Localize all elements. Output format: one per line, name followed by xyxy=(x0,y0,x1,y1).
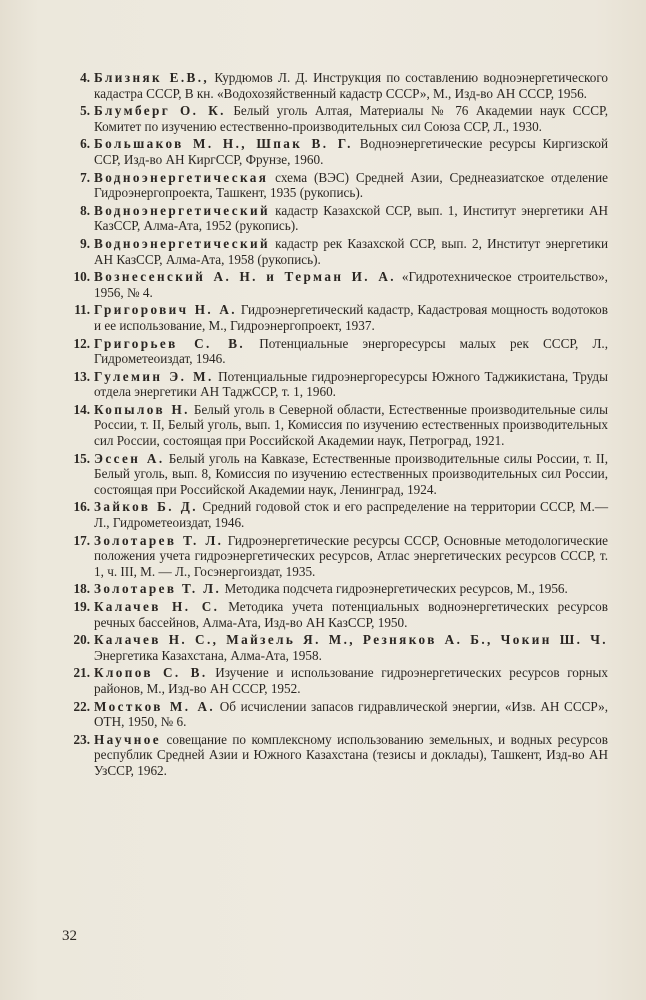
reference-number: 10. xyxy=(73,269,90,285)
reference-number: 6. xyxy=(80,136,90,152)
reference-number: 4. xyxy=(80,70,90,85)
reference-item xyxy=(73,599,608,630)
reference-author: Григорович Н. А. xyxy=(94,302,237,318)
reference-number: 7. xyxy=(80,169,90,185)
reference-author: Зайков Б. Д. xyxy=(94,499,198,515)
reference-item xyxy=(73,698,608,730)
reference-item xyxy=(73,731,608,779)
reference-author: Водноэнергетический xyxy=(94,202,270,218)
reference-number: 15. xyxy=(73,450,90,466)
reference-author: Блумберг О. К. xyxy=(94,103,226,119)
reference-item xyxy=(78,136,608,167)
reference-text: Энергетика Казахстана, Алма-Ата, 1958. xyxy=(94,647,322,663)
reference-text: Белый уголь в Северной области, Естественные производительные силы России, т. II, Белый уголь, вып. 1, Комиссия по изучению естественных производительных сил России, состоящая при Российской Академии наук, Петроград, 1921. xyxy=(94,401,608,449)
reference-text: Методика учета потенциальных водноэнергетических ресурсов речных бассейнов, Алма-Ата, Изд-во АН КазССР, 1950. xyxy=(94,599,608,630)
reference-author: Калачев Н. С., Майзель Я. М., Резняков А. Б., Чокин Ш. Ч. xyxy=(94,632,608,648)
reference-text: Изучение и использование гидроэнергетических ресурсов горных районов, М., Изд-во АН СССР, 1952. xyxy=(94,665,608,696)
reference-number: 12. xyxy=(73,335,90,351)
reference-text: кадастр рек Казахской ССР, вып. 2, Институт энергетики АН КазССР, Алма-Ата, 1958 (рукопись). xyxy=(94,235,608,267)
reference-item xyxy=(78,103,608,134)
reference-author: Близняк Е.В., xyxy=(94,70,210,85)
reference-text: «Гидротехническое строительство», 1956, № 4. xyxy=(94,269,608,300)
reference-item xyxy=(78,70,608,101)
reference-item xyxy=(73,665,608,696)
reference-item xyxy=(73,368,608,400)
reference-text: Курдюмов Л. Д. Инструкция по составлению водноэнергетического кадастра СССР, В кн. «Водохозяйственный кадастр СССР», М., Изд-во АН СССР, 1956. xyxy=(94,70,608,101)
reference-author: Мостков М. А. xyxy=(94,698,216,714)
reference-number: 20. xyxy=(73,632,90,648)
reference-author: Золотарев Т. Л. xyxy=(94,581,222,597)
reference-item xyxy=(73,532,608,580)
reference-item xyxy=(73,450,608,498)
reference-number: 5. xyxy=(80,103,90,119)
reference-text: Средний годовой сток и его распределение на территории СССР, М.—Л., Гидрометеоиздат, 1946. xyxy=(94,499,609,531)
reference-author: Эссен А. xyxy=(94,450,165,466)
reference-author: Большаков М. Н., Шпак В. Г. xyxy=(94,136,353,152)
reference-text: схема (ВЭС) Средней Азии, Среднеазиатское отделение Гидроэнергопроекта, Ташкент, 1935 (рукопись). xyxy=(94,169,608,201)
reference-author: Водноэнергетический xyxy=(94,235,270,251)
reference-number: 9. xyxy=(80,235,90,251)
reference-number: 18. xyxy=(73,581,90,597)
reference-text: Белый уголь Алтая, Материалы № 76 Академии наук СССР, Комитет по изучению естественно-производительных сил Союза ССР, Л., 1930. xyxy=(94,103,608,134)
reference-item xyxy=(73,269,608,300)
reference-text: Водноэнергетические ресурсы Киргизской ССР, Изд-во АН КиргССР, Фрунзе, 1960. xyxy=(94,136,608,167)
reference-item xyxy=(78,236,608,267)
reference-author: Гулемин Э. М. xyxy=(94,368,214,384)
reference-number: 16. xyxy=(73,499,90,515)
reference-author: Копылов Н. xyxy=(94,401,190,417)
reference-author: Клопов С. В. xyxy=(94,665,208,681)
reference-author: Вознесенский А. Н. и Терман И. А. xyxy=(94,269,396,285)
reference-author: Калачев Н. С. xyxy=(94,599,220,614)
reference-number: 23. xyxy=(73,731,90,747)
reference-text: Белый уголь на Кавказе, Естественные производительные силы России, т. II, Белый уголь, вып. 8, Комиссия по изучению естественных производительных сил России, состоящая при Российской Академии наук, Ленинград, 1924. xyxy=(94,450,608,497)
reference-author: Григорьев С. В. xyxy=(94,335,246,351)
reference-number: 14. xyxy=(73,401,90,417)
reference-text: Об исчислении запасов гидравлической энергии, «Изв. АН СССР», ОТН, 1950, № 6. xyxy=(94,698,608,730)
reference-number: 11. xyxy=(74,302,90,318)
reference-number: 13. xyxy=(73,368,90,384)
reference-item xyxy=(78,170,608,201)
bibliography-list xyxy=(73,70,609,781)
reference-text: Гидроэнергетические ресурсы СССР, Основные методологические положения учета гидроэнергетических ресурсов, Атлас энергетических ресурсов СССР, т. 1, ч. III, М. — Л., Госэнергоиздат, 1935. xyxy=(94,532,608,579)
reference-number: 19. xyxy=(73,599,90,614)
reference-author: Золотарев Т. Л. xyxy=(94,532,224,548)
reference-number: 17. xyxy=(73,532,90,548)
reference-number: 22. xyxy=(73,698,90,714)
reference-author: Водноэнергетическая xyxy=(94,169,269,185)
reference-item xyxy=(74,302,608,333)
reference-item xyxy=(73,401,608,449)
reference-item xyxy=(73,335,608,367)
reference-text: Методика подсчета гидроэнергетических ресурсов, М., 1956. xyxy=(221,581,568,597)
reference-text: Потенциальные энергоресурсы малых рек СССР, Л., Гидрометеоиздат, 1946. xyxy=(94,335,608,367)
reference-number: 8. xyxy=(80,202,90,218)
reference-number: 21. xyxy=(73,665,90,681)
reference-text: совещание по комплексному использованию земельных, и водных ресурсов республик Средней Азии и Южного Казахстана (тезисы и доклады), Ташкент, Изд-во АН УзССР, 1962. xyxy=(94,731,608,778)
reference-author: Научное xyxy=(94,731,162,747)
reference-item xyxy=(78,203,608,234)
page-number: 32 xyxy=(62,928,77,944)
reference-item xyxy=(73,581,608,597)
reference-text: Потенциальные гидроэнергоресурсы Южного Таджикистана, Труды отдела энергетики АН ТаджССР, т. 1, 1960. xyxy=(94,368,608,400)
reference-text: Гидроэнергетический кадастр, Кадастровая мощность водотоков и ее использование, М., Гидроэнергопроект, 1937. xyxy=(94,302,608,333)
reference-item xyxy=(73,632,608,663)
reference-text: кадастр Казахской ССР, вып. 1, Институт энергетики АН КазССР, Алма-Ата, 1952 (рукопись). xyxy=(94,202,608,234)
reference-item xyxy=(73,499,609,531)
